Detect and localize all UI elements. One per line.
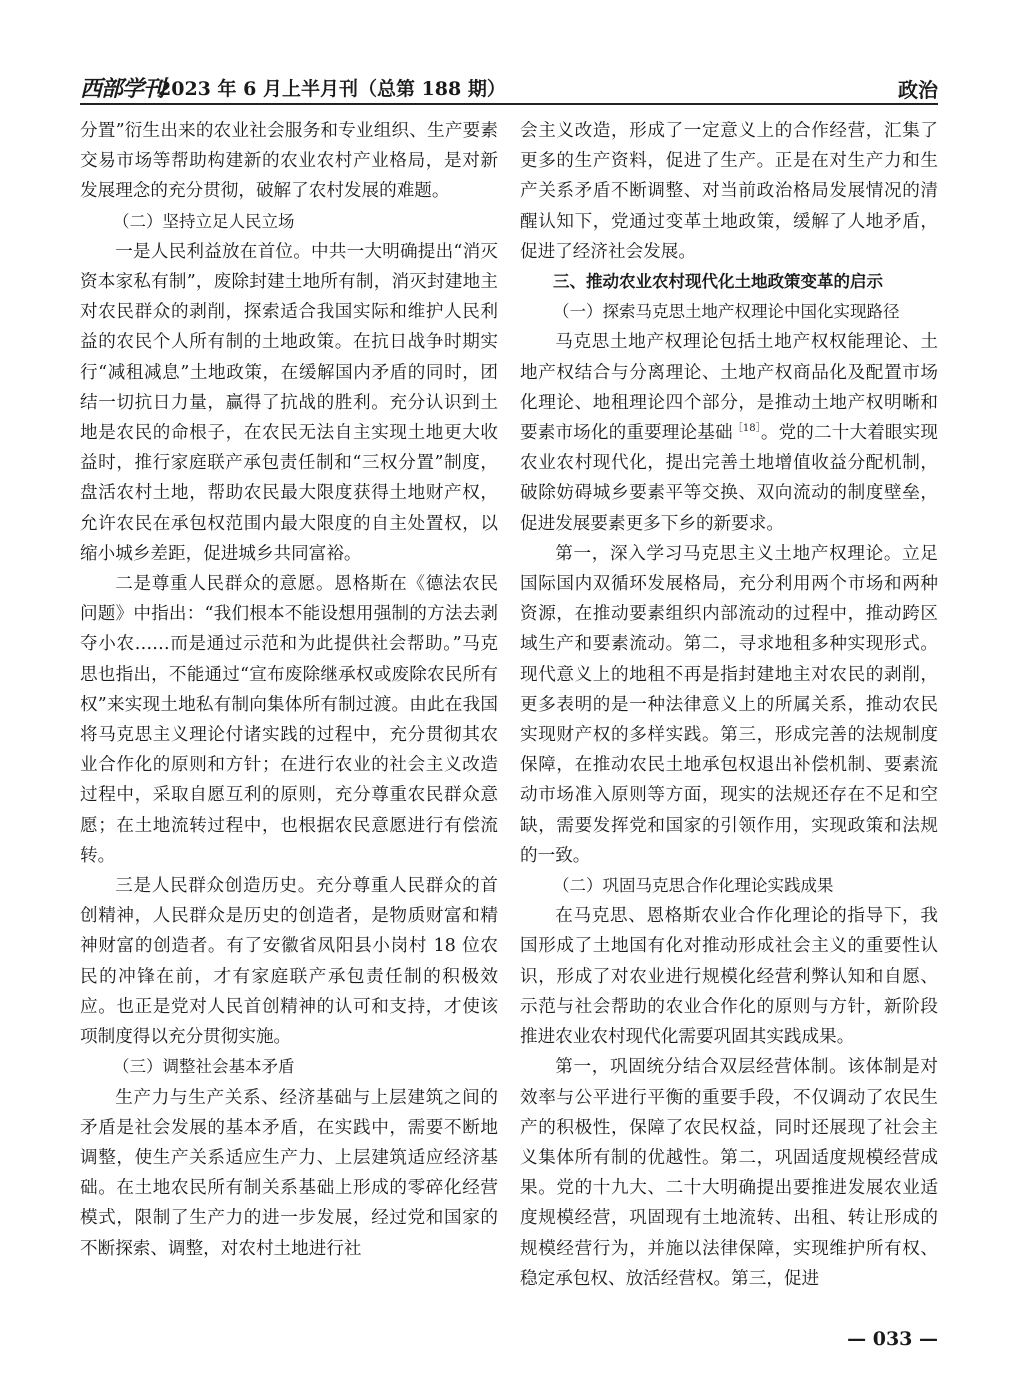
left-column (80, 116, 498, 1264)
page-number: — 033 — (847, 1328, 938, 1350)
subsection-heading: （一）探索马克思土地产权理论中国化实现路径 (553, 302, 900, 322)
paragraph: 三是人民群众创造历史。充分尊重人民群众的首创精神，人民群众是历史的创造者，是物质财富和精神财富的创造者。有了安徽省凤阳县小岗村 18 位农民的冲锋在前，才有家庭联产承包责任制的积极效应。也正是党对人民首创精神的认可和支持，才使该项制度得以充分贯彻实施。 (80, 876, 498, 1048)
paragraph-text: 马克思土地产权理论包括土地产权权能理论、土地产权结合与分离理论、土地产权商品化及配置市场化理论、地租理论四个部分，是推动土地产权明晰和要素市场化的重要理论基础 (520, 332, 938, 444)
subsection-heading: （二）坚持立足人民立场 (113, 211, 295, 231)
issue-info: 2023 年 6 月上半月刊（总第 188 期） (158, 78, 506, 100)
section-name: 政治 (898, 78, 938, 102)
paragraph: 一是人民利益放在首位。中共一大明确提出“消灭资本家私有制”，废除封建土地所有制，消灭封建地主对农民群众的剥削，探索适合我国实际和维护人民利益的农民个人所有制的土地政策。在抗日战争时期实行“减租减息”土地政策，在缓解国内矛盾的同时，团结一切抗日力量，赢得了抗战的胜利。充分认识到土地是农民的命根子，在农民无法自主实现土地更大收益时，推行家庭联产承包责任制和“三权分置”制度，盘活农村土地，帮助农民最大限度获得土地财产权，允许农民在承包权范围内最大限度的自主处置权，以缩小城乡差距，促进城乡共同富裕。 (80, 241, 498, 564)
citation: ［18］ (732, 423, 761, 435)
paragraph: 生产力与生产关系、经济基础与上层建筑之间的矛盾是社会发展的基本矛盾，在实践中，需要不断地调整，使生产关系适应生产力、上层建筑适应经济基础。在土地农民所有制关系基础上形成的零碎化经营模式，限制了生产力的进一步发展，经过党和国家的不断探索、调整，对农村土地进行社 (80, 1087, 498, 1259)
paragraph (520, 327, 938, 538)
paragraph: 第一，深入学习马克思主义土地产权理论。立足国际国内双循环发展格局，充分利用两个市场和两种资源，在推动要素组织内部流动的过程中，推动跨区域生产和要素流动。第二，寻求地租多种实现形式。现代意义上的地租不再是指封建地主对农民的剥削，更多表明的是一种法律意义上的所属关系，推动农民实现财产权的多样实践。第三，形成完善的法规制度保障，在推动农民土地承包权退出补偿机制、要素流动市场准入原则等方面，现实的法规还存在不足和空缺，需要发挥党和国家的引领作用，实现政策和法规的一致。 (520, 543, 938, 866)
paragraph: 会主义改造，形成了一定意义上的合作经营，汇集了更多的生产资料，促进了生产。正是在对生产力和生产关系矛盾不断调整、对当前政治格局发展情况的清醒认知下，党通过变革土地政策，缓解了人地矛盾，促进了经济社会发展。 (520, 121, 938, 262)
paragraph: 第一，巩固统分结合双层经营体制。该体制是对效率与公平进行平衡的重要手段，不仅调动了农民生产的积极性，保障了农民权益，同时还展现了社会主义集体所有制的优越性。第二，巩固适度规模经营成果。党的十九大、二十大明确提出要推进发展农业适度规模经营，巩固现有土地流转、出租、转让形成的规模经营行为，并施以法律保障，实现维护所有权、稳定承包权、放活经营权。第三，促进 (520, 1057, 938, 1289)
paragraph: 分置”衍生出来的农业社会服务和专业组织、生产要素交易市场等帮助构建新的农业农村产业格局，是对新发展理念的充分贯彻，破解了农村发展的难题。 (80, 121, 498, 202)
paragraph-text: 。党的二十大着眼实现农业农村现代化，提出完善土地增值收益分配机制，破除妨碍城乡要素平等交换、双向流动的制度壁垒，促进发展要素更多下乡的新要求。 (520, 423, 938, 534)
journal-logo: 西部学刊 (80, 76, 165, 102)
paragraph: 二是尊重人民群众的意愿。恩格斯在《德法农民问题》中指出：“我们根本不能设想用强制的方法去剥夺小农……而是通过示范和为此提供社会帮助。”马克思也指出，不能通过“宣布废除继承权或废除农民所有权”来实现土地私有制向集体所有制过渡。由此在我国将马克思主义理论付诸实践的过程中，充分贯彻其农业合作化的原则和方针；在进行农业的社会主义改造过程中，采取自愿互利的原则，充分尊重农民群众意愿；在土地流转过程中，也根据农民意愿进行有偿流转。 (80, 574, 498, 866)
section-heading: 三、推动农业农村现代化土地政策变革的启示 (553, 272, 883, 292)
header-rule (80, 103, 938, 105)
paragraph: 在马克思、恩格斯农业合作化理论的指导下，我国形成了土地国有化对推动形成社会主义的重要性认识，形成了对农业进行规模化经营利弊认知和自愿、示范与社会帮助的农业合作化的原则与方针，新阶段推进农业农村现代化需要巩固其实践成果。 (520, 906, 938, 1048)
subsection-heading: （二）巩固马克思合作化理论实践成果 (553, 876, 834, 896)
right-column (520, 116, 938, 1294)
running-header (80, 70, 938, 102)
subsection-heading: （三）调整社会基本矛盾 (113, 1057, 295, 1077)
